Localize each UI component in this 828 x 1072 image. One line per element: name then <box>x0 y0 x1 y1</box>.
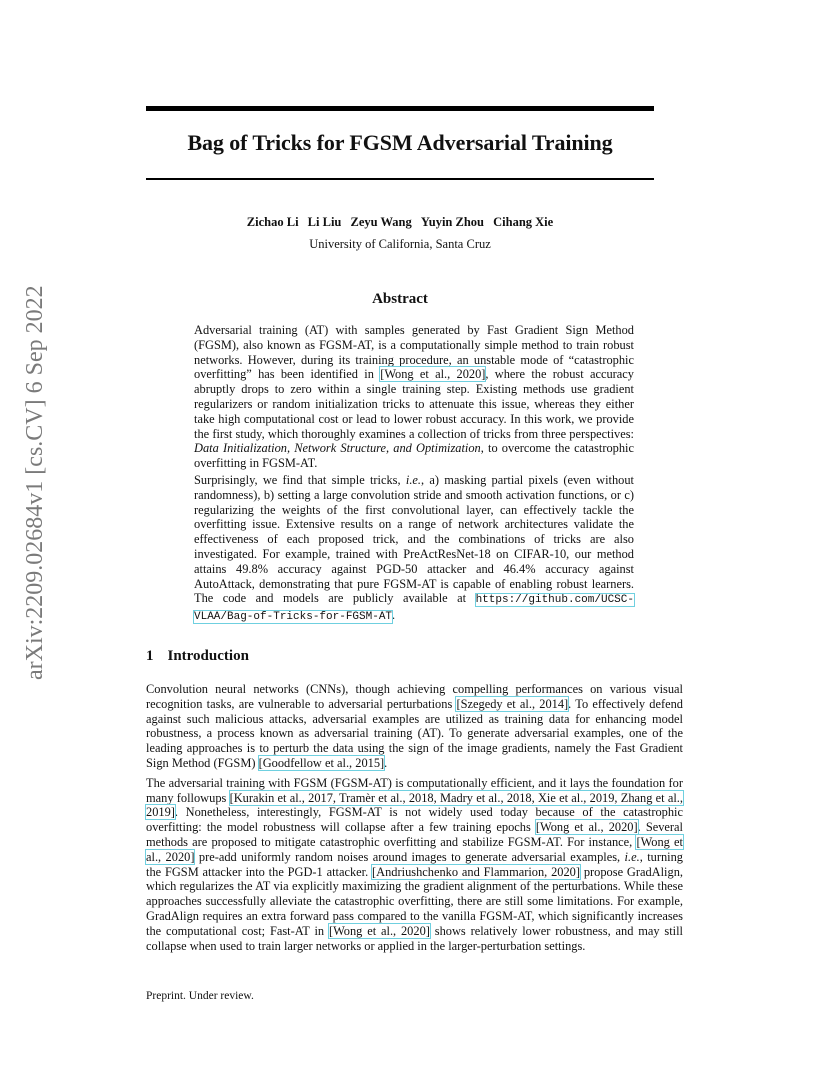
text-run: Surprisingly, we find that simple tricks, <box>194 472 406 487</box>
paper-title: Bag of Tricks for FGSM Adversarial Training <box>187 130 613 155</box>
section-title: Introduction <box>167 648 249 664</box>
text-run: . Several methods are proposed to mitigate catastrophic overfitting and stabilize FGSM-AT. For instance, <box>146 820 683 849</box>
text-run: . Nonetheless, interestingly, FGSM-AT is not widely used today because of the catastrophic overfitting: the model robustness will collapse after a few training epochs <box>146 805 683 835</box>
body-paragraph <box>146 682 683 771</box>
citation-link[interactable]: [Wong et al., 2020] <box>380 367 486 382</box>
introduction-body <box>146 682 683 958</box>
body-paragraph <box>146 776 683 954</box>
text-run: . <box>384 755 388 770</box>
abstract-paragraph <box>194 473 634 625</box>
text-run: , where the robust accuracy abruptly drops to zero within a single training step. Existing methods use gradient regularizers or random initialization tricks to attenuate this issue, whereas they either take high computational cost or lead to lower robust accuracy. In this work, we provide the first study, which thoroughly examines a collection of tricks from three perspectives: <box>194 367 634 441</box>
emphasis-text: i.e. <box>405 472 422 487</box>
author-name: Li Liu <box>307 215 342 229</box>
emphasis-text: i.e. <box>624 849 640 864</box>
title-bottom-rule <box>146 178 654 180</box>
citation-link[interactable]: [Wong et al., 2020] <box>535 820 638 835</box>
text-run: . <box>392 608 396 623</box>
affiliation: University of California, Santa Cruz <box>309 237 491 251</box>
text-run: , a) masking partial pixels (even without randomness), b) setting a large convolution stride and smooth activation functions, or c) regularizing the weights of the first convolutional layer, can effectively tackle the overfitting issue. Extensive results on a range of network architectures validate the effectiveness of each proposed trick, and the combinations of tricks are also investigated. For example, trained with PreActResNet-18 on CIFAR-10, our method attains 49.8% accuracy against PGD-50 attacker and 46.4% accuracy against AutoAttack, demonstrating that pure FGSM-AT is capable of enabling robust learners. The code and models are publicly available at <box>194 472 634 606</box>
citation-link[interactable]: [Wong et al., 2020] <box>328 923 430 938</box>
section-number: 1 <box>146 648 154 664</box>
arxiv-identifier: arXiv:2209.02684v1 [cs.CV] 6 Sep 2022 <box>22 285 48 680</box>
author-name: Zeyu Wang <box>350 215 412 229</box>
abstract-paragraph <box>194 323 634 471</box>
text-run: , to overcome the catastrophic overfitting in FGSM-AT. <box>194 441 634 471</box>
abstract-body <box>194 323 634 627</box>
author-name: Yuyin Zhou <box>420 215 484 229</box>
text-run: shows relatively lower robustness, and may still collapse when used to train larger networks or applied in the larger-perturbation settings. <box>146 923 683 953</box>
citation-link[interactable]: [Szegedy et al., 2014] <box>456 696 569 711</box>
abstract-heading: Abstract <box>372 291 428 307</box>
author-name: Cihang Xie <box>493 215 554 229</box>
citation-link[interactable]: [Kurakin et al., 2017, Tramèr et al., 2018, Madry et al., 2018, Xie et al., 2019, Zhang et al., 2019] <box>146 790 683 820</box>
emphasis-text: Data Initialization, Network Structure, and Optimization <box>194 441 481 456</box>
text-run: . To effectively defend against such malicious attacks, adversarial examples are utilized as training data for enhancing model robustness, a process known as adversarial training (AT). To generate adversarial examples, one of the leading approaches is to perturb the data using the sign of the image gradients, namely the Fast Gradient Sign Method (FGSM) <box>146 696 683 770</box>
text-run: , turning the FGSM attacker into the PGD-1 attacker. <box>146 849 683 879</box>
citation-link[interactable]: [Goodfellow et al., 2015] <box>258 755 385 770</box>
text-run: Convolution neural networks (CNNs), though achieving compelling performances on various visual recognition tasks, are vulnerable to adversarial perturbations <box>146 682 683 711</box>
text-run: The adversarial training with FGSM (FGSM-AT) is computationally efficient, and it lays the foundation for many followups <box>146 775 683 805</box>
author-name: Zichao Li <box>246 215 299 229</box>
section-heading <box>146 648 249 665</box>
citation-link[interactable]: [Andriushchenko and Flammarion, 2020] <box>372 864 581 879</box>
title-top-rule <box>146 106 654 111</box>
text-run: Adversarial training (AT) with samples generated by Fast Gradient Sign Method (FGSM), also known as FGSM-AT, is a computationally simple method to train robust networks. However, during its training procedure, an unstable mode of “catastrophic overfitting” has been identified in <box>194 323 634 382</box>
citation-link[interactable]: [Wong et al., 2020] <box>146 834 683 864</box>
code-url-link[interactable]: https://github.com/UCSC-VLAA/Bag-of-Tricks-for-FGSM-AT <box>194 594 634 624</box>
text-run: propose GradAlign, which regularizes the AT via explicitly maximizing the gradient alignment of the perturbations. While these approaches successfully alleviate the catastrophic overfitting, there are still some limitations. For example, GradAlign requires an extra forward pass compared to the vanilla FGSM-AT, which significantly increases the computational cost; Fast-AT in <box>146 864 683 938</box>
text-run: pre-add uniformly random noises around images to generate adversarial examples, <box>194 849 625 864</box>
author-list <box>146 215 654 230</box>
preprint-footer: Preprint. Under review. <box>146 990 254 1002</box>
